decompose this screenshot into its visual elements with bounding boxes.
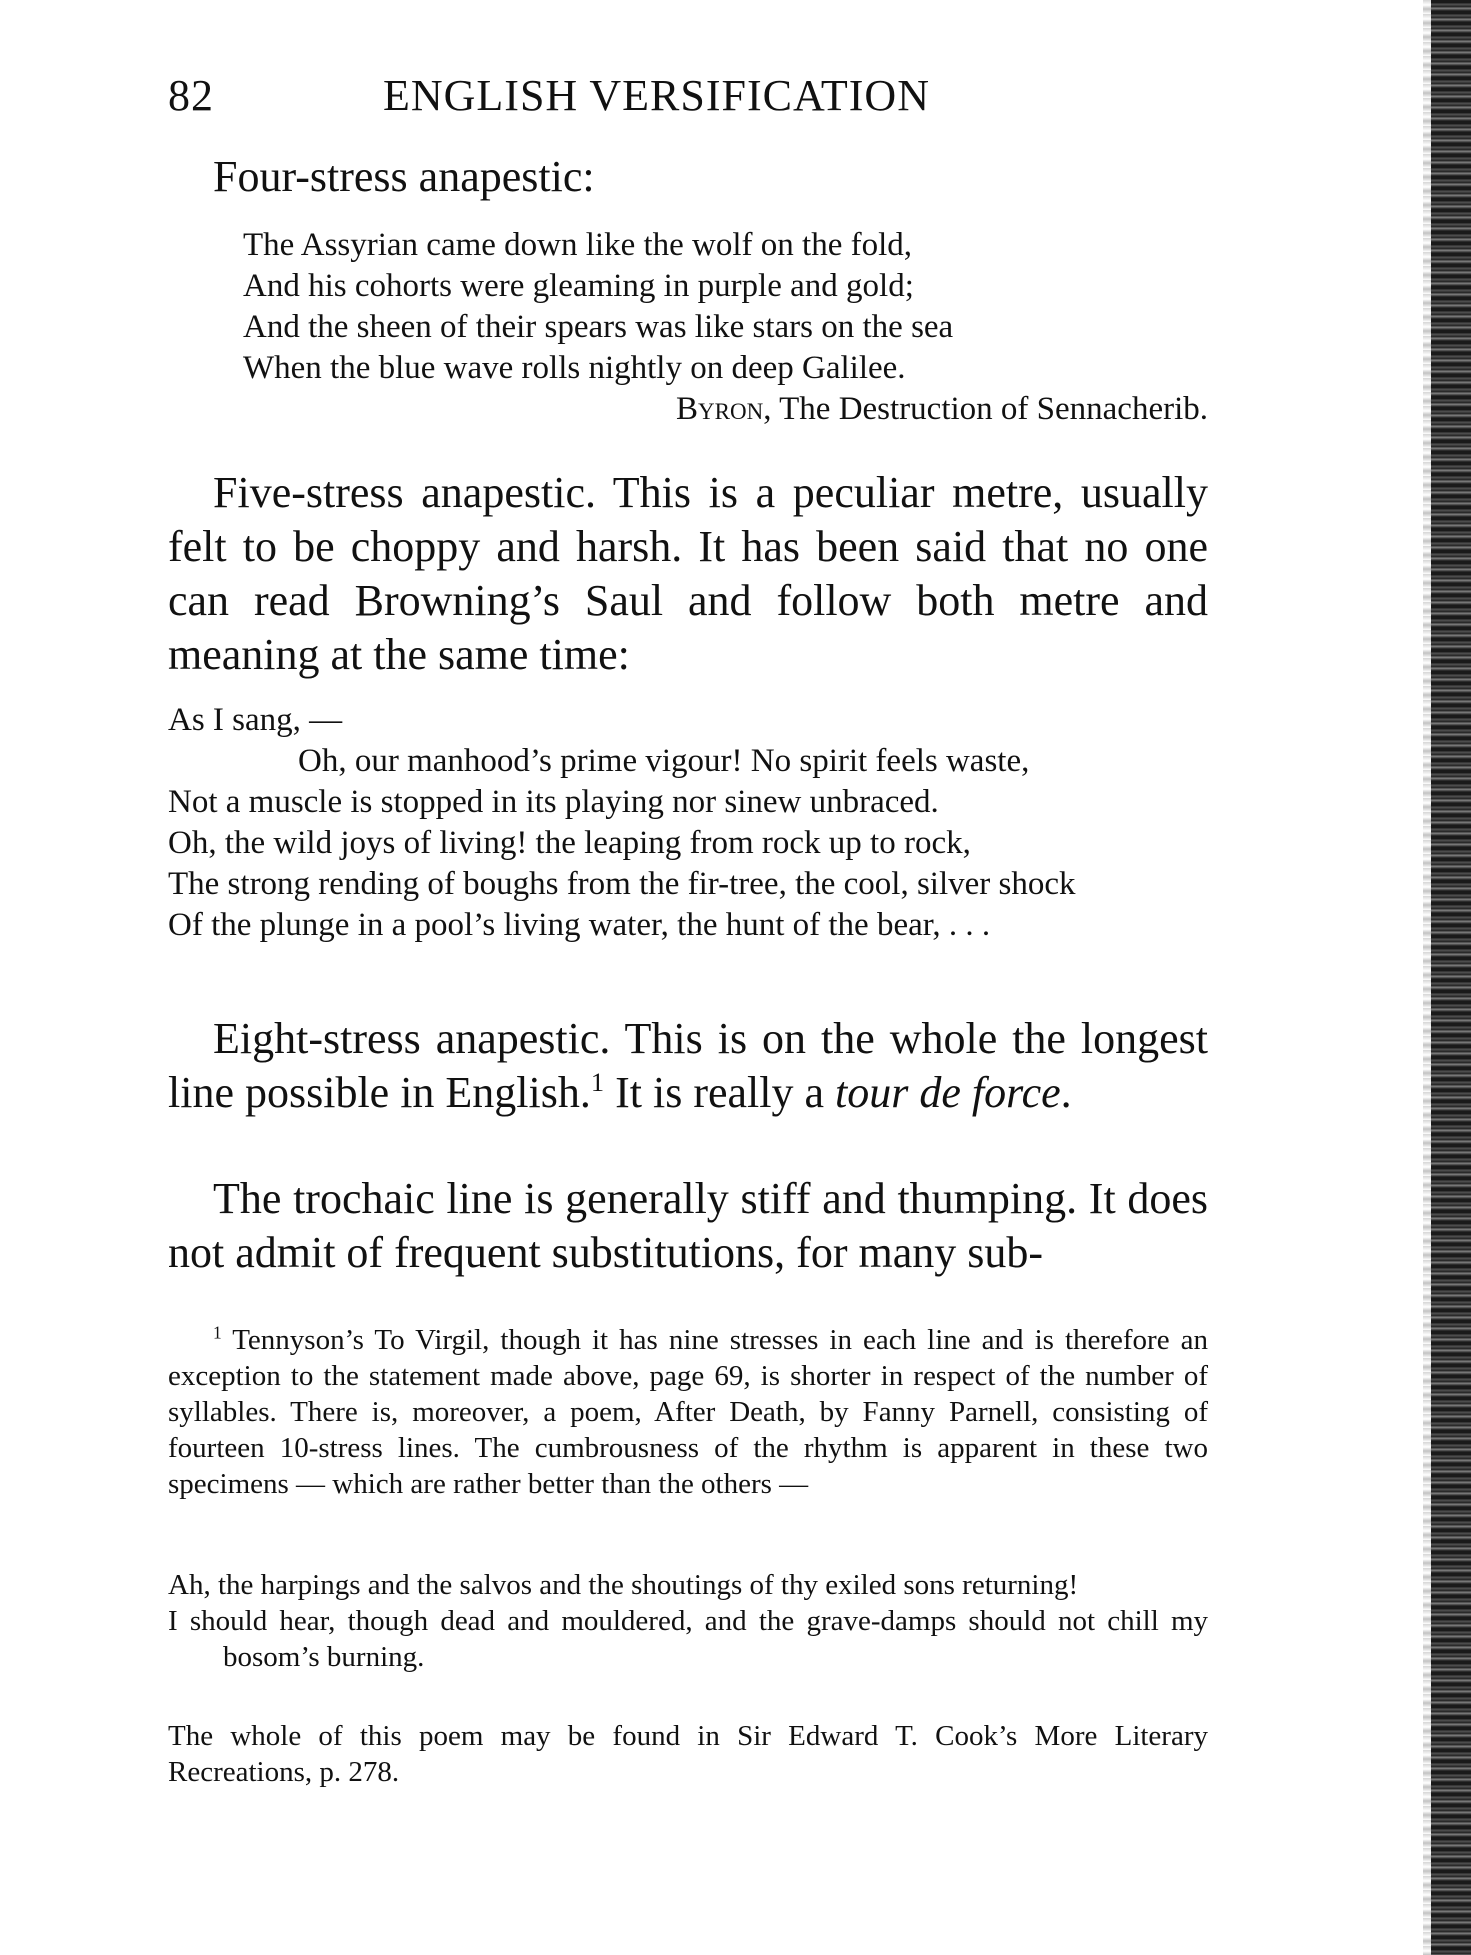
page-number: 82: [168, 71, 214, 120]
verse-attribution: [243, 389, 1208, 430]
five-stress-section: [168, 466, 1208, 682]
footnote-verse-line: Ah, the harpings and the salvos and the shoutings of thy exiled sons returning!: [168, 1569, 1079, 1601]
four-stress-section: [168, 150, 1208, 204]
attribution-work: , The Destruction of Sennacherib.: [763, 391, 1208, 427]
four-stress-heading: Four-stress anapestic:: [213, 152, 595, 201]
trochaic-paragraph: The trochaic line is generally stiff and thumping. It does not admit of frequent substitutions, for many sub-: [168, 1174, 1208, 1277]
verse-line: And his cohorts were gleaming in purple and gold;: [243, 268, 914, 304]
verse-line: Oh, our manhood’s prime vigour! No spirit feels waste,: [298, 743, 1030, 779]
eight-stress-section: [168, 1012, 1208, 1120]
footnote-body: Tennyson’s To Virgil, though it has nine stresses in each line and is therefore an exception to the statement made above, page 69, is shorter in respect of the number of syllables. There is, moreover, a poem, After Death, by Fanny Parnell, consisting of fourteen 10-stress lines. The cumbrousness of the rhythm is apparent in these two specimens — which are rather better than the others —: [168, 1324, 1208, 1500]
footnote-verse-line: I should hear, though dead and mouldered, and the grave-damps should not chill my bosom’s burning.: [168, 1605, 1208, 1673]
page-edge-shadow: [1431, 0, 1471, 1955]
verse-line: Oh, the wild joys of living! the leaping from rock up to rock,: [168, 825, 971, 861]
verse-line: Not a muscle is stopped in its playing nor sinew unbraced.: [168, 784, 939, 820]
byron-verse: [243, 225, 1208, 430]
footnote-mark: 1: [213, 1322, 222, 1343]
browning-verse: [168, 700, 1208, 946]
verse-block: [168, 700, 1208, 946]
attribution-author: Byron: [676, 391, 764, 427]
running-head: ENGLISH VERSIFICATION: [383, 71, 930, 120]
footnote-reference: 1: [590, 1067, 605, 1098]
verse-block: [168, 1567, 1208, 1675]
tour-de-force-phrase: tour de force: [835, 1068, 1061, 1117]
verse-block: [243, 225, 1208, 430]
eight-stress-text-middle: It is really a: [604, 1068, 836, 1117]
footnote-closing: The whole of this poem may be found in Sir Edward T. Cook’s More Literary Recreations, p. 278.: [168, 1720, 1208, 1788]
verse-line: Of the plunge in a pool’s living water, the hunt of the bear, . . .: [168, 907, 991, 943]
five-stress-paragraph: Five-stress anapestic. This is a peculiar metre, usually felt to be choppy and harsh. It has been said that no one can read Browning’s Saul and follow both metre and meaning at the same time:: [168, 468, 1208, 679]
footnote-section: [168, 1322, 1208, 1502]
verse-line: And the sheen of their spears was like stars on the sea: [243, 309, 954, 345]
eight-stress-paragraph: [168, 1012, 1208, 1120]
verse-line: The strong rending of boughs from the fir-tree, the cool, silver shock: [168, 866, 1076, 902]
page-header: [168, 70, 1208, 130]
footnote-verse: [168, 1567, 1208, 1675]
verse-line: The Assyrian came down like the wolf on the fold,: [243, 227, 913, 263]
footnote-closing-section: [168, 1718, 1208, 1790]
footnote-text: [168, 1322, 1208, 1502]
verse-line: When the blue wave rolls nightly on deep Galilee.: [243, 350, 906, 386]
page-edge-highlight: [1423, 0, 1431, 1955]
eight-stress-text-end: .: [1060, 1068, 1072, 1117]
trochaic-section: [168, 1172, 1208, 1280]
eight-stress-text: Eight-stress anapestic. This is on the whole the longest line possible in English.: [168, 1014, 1208, 1117]
verse-intro: As I sang, —: [168, 702, 343, 738]
